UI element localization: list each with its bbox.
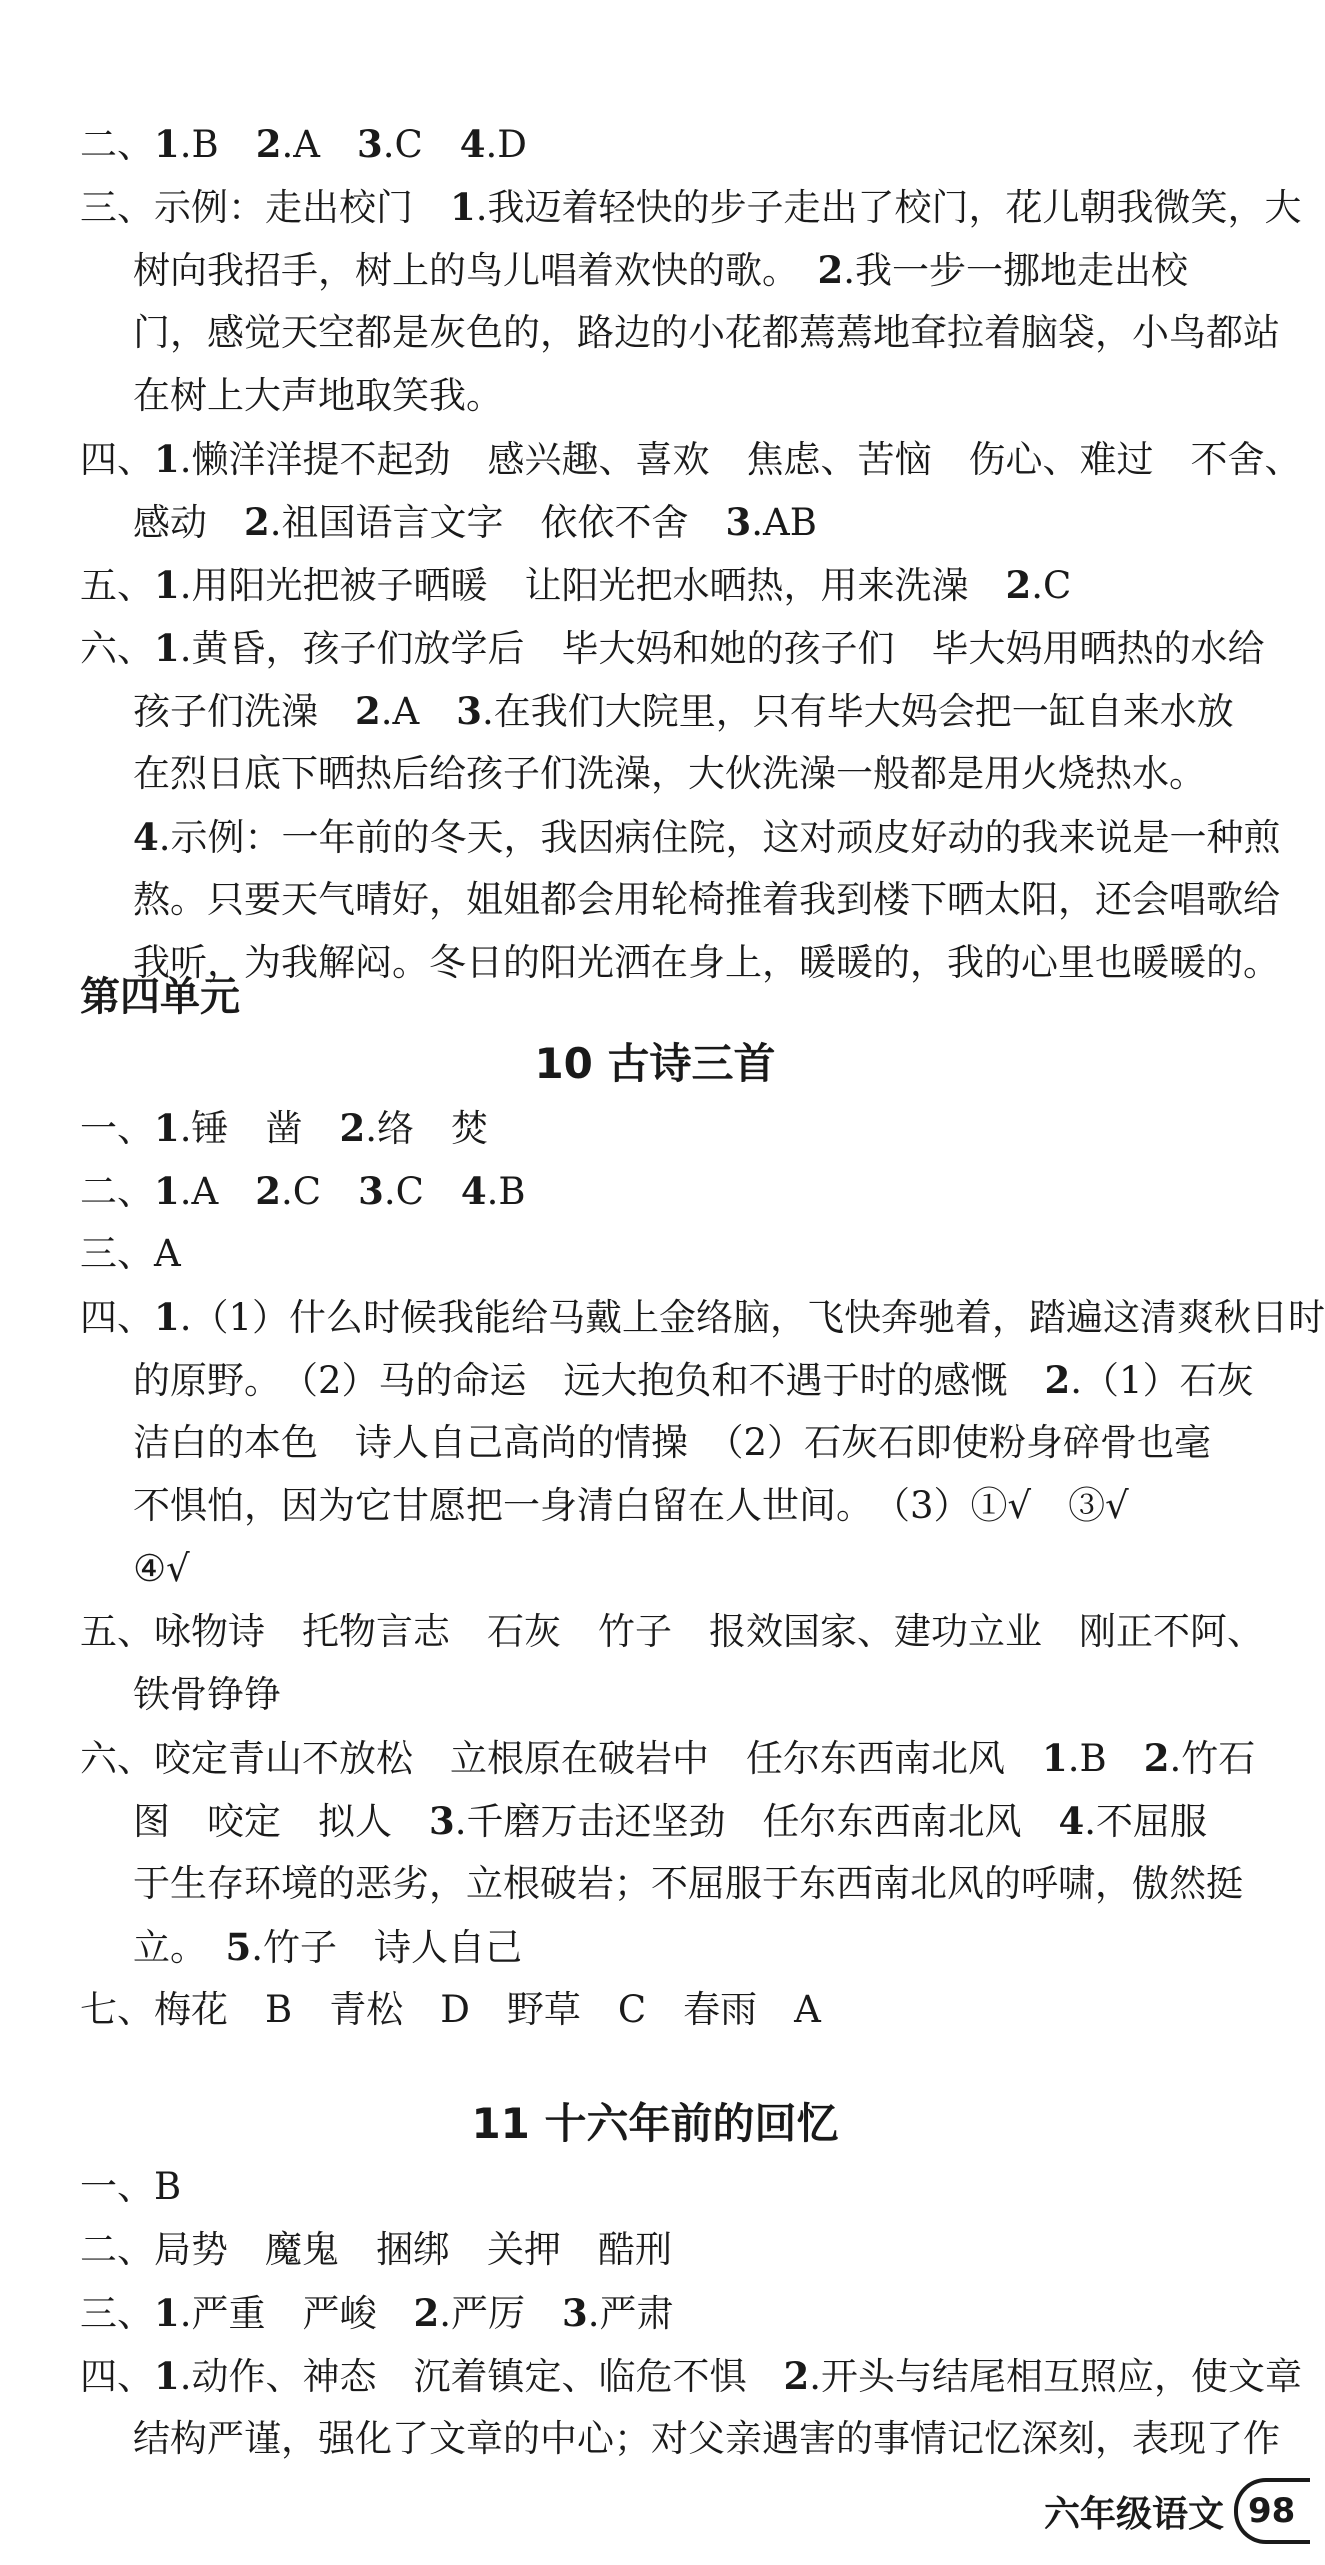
answer-line bbox=[133, 1663, 1303, 1727]
answer-line bbox=[133, 1348, 1303, 1413]
answer-text: .竹石 bbox=[1169, 1737, 1256, 1780]
answer-text: 二、 bbox=[80, 123, 154, 166]
answer-text: 二、局势 魔鬼 捆绑 关押 酷刑 bbox=[80, 2228, 672, 2271]
answer-text: 在树上大声地取笑我。 bbox=[133, 374, 503, 417]
question-number: 1 bbox=[450, 185, 476, 229]
lesson-10-title: 10 古诗三首 bbox=[534, 1039, 776, 1088]
answer-text: 四、 bbox=[80, 1296, 154, 1339]
question-number: 2 bbox=[244, 500, 270, 544]
answer-text: .严肃 bbox=[587, 2292, 674, 2335]
answer-line bbox=[133, 490, 1303, 555]
answer-text: .示例：一年前的冬天，我因病住院，这对顽皮好动的我来说是一种煎 bbox=[158, 816, 1281, 859]
answer-text: .我迈着轻快的步子走出了校门，花儿朝我微笑，大 bbox=[475, 186, 1302, 229]
question-number: 3 bbox=[725, 500, 752, 544]
question-number: 3 bbox=[358, 1169, 384, 1213]
answer-text: 立。 bbox=[133, 1926, 226, 1969]
answer-text: .B bbox=[486, 1170, 526, 1213]
answer-text: 孩子们洗澡 bbox=[133, 690, 355, 733]
answer-line bbox=[80, 616, 1265, 681]
answer-line bbox=[80, 1159, 1250, 1224]
answer-text: .A bbox=[179, 1170, 256, 1213]
question-number: 2 bbox=[413, 2291, 440, 2335]
answer-text: .B bbox=[1067, 1737, 1144, 1780]
answer-text: .C bbox=[382, 123, 460, 166]
answer-text: 熬。只要天气晴好，姐姐都会用轮椅推着我到楼下晒太阳，还会唱歌给 bbox=[133, 878, 1280, 921]
question-number: 2 bbox=[339, 1106, 366, 1150]
answer-text: .千磨万击还坚劲 任尔东西南北风 bbox=[454, 1800, 1059, 1843]
answer-text: .C bbox=[383, 1170, 461, 1213]
answer-text: 洁白的本色 诗人自己高尚的情操 （2）石灰石即使粉身碎骨也毫 bbox=[133, 1421, 1212, 1464]
answer-line bbox=[80, 1285, 1325, 1350]
question-number: 2 bbox=[1143, 1736, 1170, 1780]
question-number: 1 bbox=[154, 1169, 180, 1213]
answer-text: .A bbox=[380, 690, 457, 733]
answer-text: .我一步一挪地走出校 bbox=[843, 249, 1189, 292]
question-number: 1 bbox=[154, 1106, 180, 1150]
answer-line bbox=[80, 1726, 1256, 1791]
answer-text: 于生存环境的恶劣，立根破岩；不屈服于东西南北风的呼啸，傲然挺 bbox=[133, 1862, 1243, 1905]
lesson-11-title: 11 十六年前的回忆 bbox=[471, 2099, 839, 2148]
unit-heading: 第四单元 bbox=[80, 974, 240, 1020]
answer-text: 四、 bbox=[80, 438, 154, 481]
answer-text: 结构严谨，强化了文章的中心；对父亲遇害的事情记忆深刻，表现了作 bbox=[133, 2417, 1280, 2460]
question-number: 2 bbox=[1005, 563, 1032, 607]
answer-text: 树向我招手，树上的鸟儿唱着欢快的歌。 bbox=[133, 249, 818, 292]
answer-text: .黄昏，孩子们放学后 毕大妈和她的孩子们 毕大妈用晒热的水给 bbox=[179, 627, 1265, 670]
question-number: 1 bbox=[154, 2354, 180, 2398]
answer-text: .在我们大院里，只有毕大妈会把一缸自来水放 bbox=[481, 690, 1234, 733]
answer-line bbox=[80, 2281, 1250, 2346]
question-number: 4 bbox=[133, 815, 159, 859]
answer-line bbox=[133, 679, 1303, 744]
page-number: 98 bbox=[1234, 2478, 1310, 2544]
answer-text: .锤 凿 bbox=[179, 1107, 340, 1150]
answer-line bbox=[133, 2407, 1303, 2471]
answer-text: 二、 bbox=[80, 1170, 154, 1213]
answer-text: 感动 bbox=[133, 501, 244, 544]
answer-text: .D bbox=[485, 123, 527, 166]
question-number: 3 bbox=[356, 122, 383, 166]
question-number: 4 bbox=[460, 1169, 487, 1213]
answer-line bbox=[80, 2155, 1250, 2219]
answer-text: 三、A bbox=[80, 1232, 181, 1275]
answer-text: .C bbox=[1031, 564, 1072, 607]
answer-line bbox=[133, 364, 1303, 428]
answer-line bbox=[133, 1411, 1303, 1475]
answer-text: .A bbox=[281, 123, 357, 166]
answer-text: 六、 bbox=[80, 627, 154, 670]
answer-line bbox=[80, 553, 1250, 618]
answer-line bbox=[80, 2344, 1303, 2409]
question-number: 1 bbox=[154, 122, 180, 166]
question-number: 1 bbox=[154, 437, 180, 481]
answer-text: ④√ bbox=[133, 1547, 190, 1590]
answer-line bbox=[133, 1915, 1303, 1980]
answer-line bbox=[133, 301, 1303, 365]
answer-text: .B bbox=[179, 123, 256, 166]
answer-text: 四、 bbox=[80, 2355, 154, 2398]
answer-text: .（1）石灰 bbox=[1070, 1359, 1254, 1402]
answer-text: 门，感觉天空都是灰色的，路边的小花都蔫蔫地耷拉着脑袋，小鸟都站 bbox=[133, 311, 1280, 354]
answer-text: 图 咬定 拟人 bbox=[133, 1800, 429, 1843]
question-number: 2 bbox=[1044, 1358, 1071, 1402]
question-number: 3 bbox=[456, 689, 482, 733]
question-number: 2 bbox=[817, 248, 844, 292]
answer-line bbox=[133, 238, 1303, 303]
answer-line bbox=[80, 1600, 1264, 1664]
answer-text: .严重 严峻 bbox=[179, 2292, 414, 2335]
question-number: 1 bbox=[154, 563, 180, 607]
answer-text: .络 焚 bbox=[365, 1107, 489, 1150]
answer-line bbox=[133, 1789, 1303, 1854]
question-number: 2 bbox=[255, 122, 282, 166]
answer-text: .（1）什么时候我能给马戴上金络脑，飞快奔驰着，踏遍这清爽秋日时 bbox=[179, 1296, 1325, 1339]
answer-line bbox=[133, 742, 1303, 806]
answer-line bbox=[133, 931, 1303, 995]
question-number: 3 bbox=[429, 1799, 455, 1843]
answer-text: 的原野。 （2）马的命运 远大抱负和不遇于时的感慨 bbox=[133, 1359, 1045, 1402]
answer-text: 三、示例：走出校门 bbox=[80, 186, 450, 229]
answer-line bbox=[133, 868, 1303, 932]
answer-text: 七、梅花 B 青松 D 野草 C 春雨 A bbox=[80, 1988, 821, 2031]
question-number: 5 bbox=[225, 1925, 252, 1969]
answer-line bbox=[133, 805, 1303, 870]
answer-text: 五、 bbox=[80, 564, 154, 607]
answer-line bbox=[133, 1474, 1303, 1538]
question-number: 1 bbox=[154, 2291, 180, 2335]
answer-text: .用阳光把被子晒暖 让阳光把水晒热，用来洗澡 bbox=[179, 564, 1006, 607]
answer-text: 在烈日底下晒热后给孩子们洗澡，大伙洗澡一般都是用火烧热水。 bbox=[133, 752, 1206, 795]
question-number: 4 bbox=[459, 122, 486, 166]
answer-text: 不惧怕，因为它甘愿把一身清白留在人世间。 （3）①√ ③√ bbox=[133, 1484, 1129, 1527]
answer-text: 六、咬定青山不放松 立根原在破岩中 任尔东西南北风 bbox=[80, 1737, 1042, 1780]
answer-line bbox=[80, 112, 1250, 177]
answer-line bbox=[133, 1852, 1303, 1916]
answer-line bbox=[80, 175, 1302, 240]
answer-text: 三、 bbox=[80, 2292, 154, 2335]
page-footer bbox=[1044, 2479, 1310, 2543]
question-number: 2 bbox=[355, 689, 381, 733]
answer-text: .C bbox=[280, 1170, 359, 1213]
answer-text: .懒洋洋提不起劲 感兴趣、喜欢 焦虑、苦恼 伤心、难过 不舍、 bbox=[179, 438, 1302, 481]
answer-text: 铁骨铮铮 bbox=[133, 1673, 281, 1716]
answer-text: 一、B bbox=[80, 2165, 182, 2208]
question-number: 1 bbox=[1042, 1736, 1068, 1780]
answer-text: .AB bbox=[751, 501, 817, 544]
footer-label: 六年级语文 bbox=[1043, 2493, 1224, 2535]
answer-line bbox=[80, 1096, 1250, 1161]
question-number: 2 bbox=[783, 2354, 810, 2398]
answer-line bbox=[80, 427, 1302, 492]
answer-text: .开头与结尾相互照应，使文章 bbox=[809, 2355, 1303, 2398]
answer-text: .祖国语言文字 依依不舍 bbox=[269, 501, 726, 544]
answer-text: .竹子 诗人自己 bbox=[251, 1926, 523, 1969]
answer-line bbox=[133, 1537, 1303, 1601]
answer-text: .严厉 bbox=[439, 2292, 563, 2335]
question-number: 4 bbox=[1058, 1799, 1085, 1843]
answer-text: .不屈服 bbox=[1084, 1800, 1208, 1843]
answer-line bbox=[80, 1222, 1250, 1286]
answer-text: 一、 bbox=[80, 1107, 154, 1150]
answer-text: 我听，为我解闷。冬日的阳光洒在身上，暖暖的，我的心里也暖暖的。 bbox=[133, 941, 1280, 984]
question-number: 1 bbox=[154, 626, 180, 670]
question-number: 3 bbox=[562, 2291, 588, 2335]
answer-line bbox=[80, 1978, 1250, 2042]
answer-text: 五、咏物诗 托物言志 石灰 竹子 报效国家、建功立业 刚正不阿、 bbox=[80, 1610, 1264, 1653]
answer-line bbox=[80, 2218, 1250, 2282]
answer-text: .动作、神态 沉着镇定、临危不惧 bbox=[179, 2355, 784, 2398]
question-number: 1 bbox=[154, 1295, 180, 1339]
question-number: 2 bbox=[255, 1169, 281, 1213]
